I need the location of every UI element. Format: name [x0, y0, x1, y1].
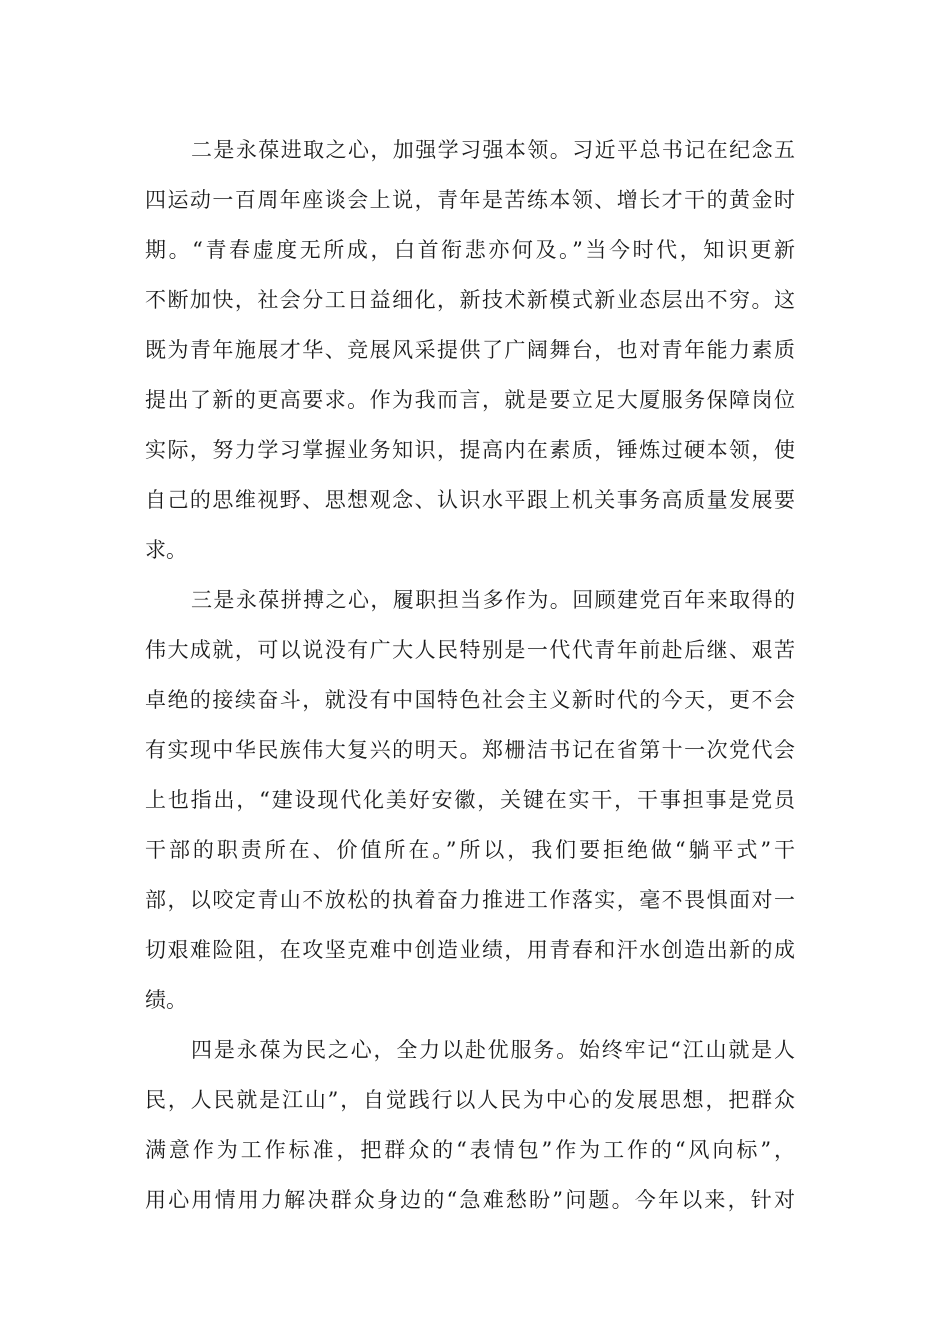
text-line: 有实现中华民族伟大复兴的明天。郑栅洁书记在省第十一次党代会: [145, 738, 797, 762]
text-line: 三是永葆拼搏之心，履职担当多作为。回顾建党百年来取得的: [191, 588, 797, 612]
text-line: 满意作为工作标准，把群众的“表情包”作为工作的“风向标”，: [145, 1138, 798, 1162]
text-line: 提出了新的更高要求。作为我而言，就是要立足大厦服务保障岗位: [145, 388, 797, 412]
text-line: 用心用情用力解决群众身边的“急难愁盼”问题。今年以来，针对: [145, 1188, 798, 1212]
text-line: 四运动一百周年座谈会上说，青年是苦练本领、增长才干的黄金时: [145, 188, 797, 212]
text-line: 四是永葆为民之心，全力以赴优服务。始终牢记“江山就是人: [191, 1038, 797, 1062]
text-line: 自己的思维视野、思想观念、认识水平跟上机关事务高质量发展要: [145, 488, 797, 512]
text-line: 期。“青春虚度无所成，白首衔悲亦何及。”当今时代，知识更新: [145, 238, 798, 262]
text-line: 卓绝的接续奋斗，就没有中国特色社会主义新时代的今天，更不会: [145, 688, 797, 712]
text-line: 实际，努力学习掌握业务知识，提高内在素质，锤炼过硬本领，使: [145, 438, 797, 462]
text-line: 不断加快，社会分工日益细化，新技术新模式新业态层出不穷。这: [145, 288, 797, 312]
text-line: 求。: [145, 538, 187, 562]
text-line: 部，以咬定青山不放松的执着奋力推进工作落实，毫不畏惧面对一: [145, 888, 797, 912]
text-line: 二是永葆进取之心，加强学习强本领。习近平总书记在纪念五: [191, 138, 797, 162]
text-line: 绩。: [145, 988, 187, 1012]
text-line: 切艰难险阻，在攻坚克难中创造业绩，用青春和汗水创造出新的成: [145, 938, 797, 962]
text-line: 伟大成就，可以说没有广大人民特别是一代代青年前赴后继、艰苦: [145, 638, 797, 662]
text-line: 上也指出，“建设现代化美好安徽，关键在实干，干事担事是党员: [145, 788, 797, 812]
text-line: 民，人民就是江山”，自觉践行以人民为中心的发展思想，把群众: [145, 1088, 797, 1112]
text-line: 干部的职责所在、价值所在。”所以，我们要拒绝做“躺平式”干: [145, 838, 798, 862]
text-line: 既为青年施展才华、竞展风采提供了广阔舞台，也对青年能力素质: [145, 338, 797, 362]
